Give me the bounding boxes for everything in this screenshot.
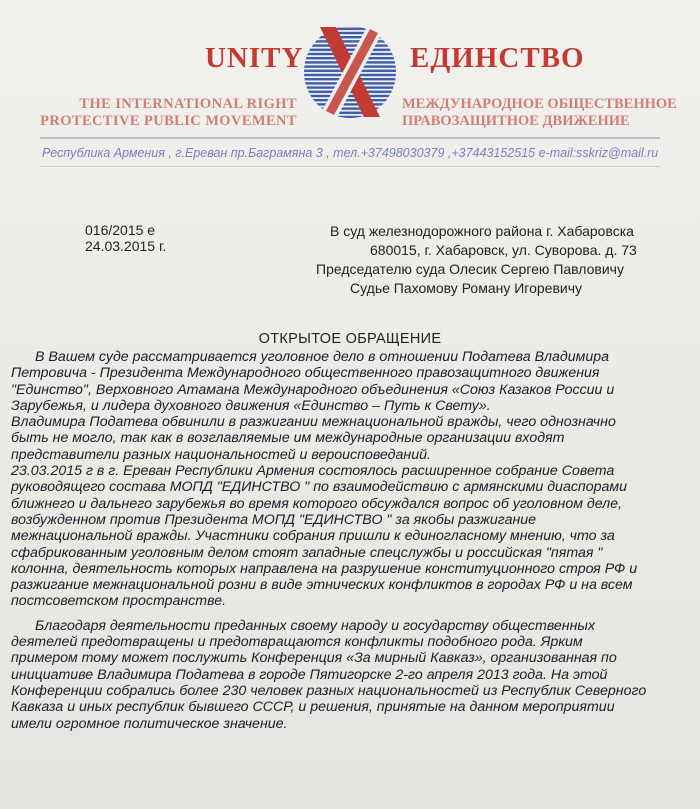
letterhead-subtitle-ru [402, 96, 677, 130]
letterhead-contacts: Республика Армения , г.Ереван пр.Баграмяна 3 , тел.+37498030379 ,+37443152515 e-mail:sskriz@mail.ru [42, 146, 659, 160]
reference-date: 24.03.2015 г. [85, 238, 167, 254]
reference-number: 016/2015 е [85, 222, 156, 238]
letter-body [11, 349, 687, 732]
subtitle-en-line: PROTECTIVE PUBLIC MOVEMENT [40, 113, 297, 129]
document-title: ОТКРЫТОЕ ОБРАЩЕНИЕ [258, 331, 442, 347]
subtitle-ru-line: МЕЖДУНАРОДНОЕ ОБЩЕСТВЕННОЕ [402, 96, 677, 112]
body-line: "Единство", Верховного Атамана Международного объединения «Союз Казаков России и [11, 381, 615, 398]
body-line: постсоветском пространстве. [11, 593, 227, 610]
letterhead-title-ru: ЕДИНСТВО [410, 42, 585, 74]
body-line: Благодаря деятельности преданных своему народу и государству общественных [35, 617, 595, 634]
body-line: Кавказа и иных республик бывшего СССР, и решения, принятые на данном мероприятии [11, 699, 615, 716]
addressee-chairman: Председателю суда Олесик Сергею Павловичу [316, 261, 624, 277]
body-line: колонна, деятельность которых направлена на разрушение конституционного строя РФ и [11, 560, 638, 577]
body-line: Конференции собрались более 230 человек разных национальностей из Республик Северного [11, 682, 647, 699]
body-line: возбужденном против Президента МОПД "ЕДИНСТВО " за якобы разжигание [11, 511, 537, 528]
body-line: ближнего и дальнего зарубежья во время которого обсуждался вопрос об уголовном деле, [11, 495, 623, 512]
letterhead-title-en: UNITY [205, 42, 304, 74]
addressee-court: В суд железнодорожного района г. Хабаровска [330, 223, 634, 239]
body-line: разжигание межнациональной розни в виде этнических конфликтов в городах РФ и на всем [11, 577, 633, 594]
body-line: Зарубежья, и лидера духовного движения «Единство – Путь к Свету». [11, 397, 491, 414]
reference-block [85, 222, 166, 254]
letterhead-subtitle-en [40, 96, 297, 130]
body-line: Петровича - Президента Международного общественного правозащитного движения [11, 365, 600, 382]
body-line: руководящего состава МОПД "ЕДИНСТВО " по взаимодействию с армянскими диаспорами [11, 479, 628, 496]
body-line: инициативе Владимира Податева в городе Пятигорске 2-го апреля 2013 года. На этой [11, 666, 608, 683]
addressee-block [300, 222, 680, 298]
addressee-judge: Судье Пахомову Роману Игоревичу [350, 280, 583, 296]
body-line: сфабрикованным уголовным делом стоят западные спецслужбы и российская "пятая " [11, 544, 603, 561]
body-line: В Вашем суде рассматривается уголовное дело в отношении Податева Владимира [35, 349, 610, 365]
letterhead-divider [40, 137, 660, 139]
body-line: имели огромное политическое значение. [11, 715, 288, 732]
body-line: быть не могло, так как в возглавляемые им международные организации входят [11, 430, 565, 447]
subtitle-en-line: THE INTERNATIONAL RIGHT [79, 96, 297, 112]
subtitle-ru-line: ПРАВОЗАЩИТНОЕ ДВИЖЕНИЕ [402, 113, 630, 129]
body-line: 23.03.2015 г в г. Ереван Республики Армения состоялось расширенное собрание Совета [11, 463, 615, 480]
body-line: примером тому может послужить Конференция «За мирный Кавказ», организованная по [11, 650, 617, 667]
body-line: межнациональной вражды. Участники собрания пришли к единогласному мнению, что за [11, 528, 615, 545]
unity-x-logo-icon [300, 15, 400, 130]
body-line: Владимира Податева обвинили в разжигании межнациональной вражды, чего однозначно [11, 414, 616, 431]
letterhead-divider [40, 166, 660, 167]
body-line: представители разных национальностей и вероисповеданий. [11, 446, 431, 463]
addressee-address: 680015, г. Хабаровск, ул. Суворова. д. 73 [370, 242, 637, 258]
body-line: деятелей предотвращены и предотвращаются конфликты подобного рода. Ярким [11, 634, 583, 651]
